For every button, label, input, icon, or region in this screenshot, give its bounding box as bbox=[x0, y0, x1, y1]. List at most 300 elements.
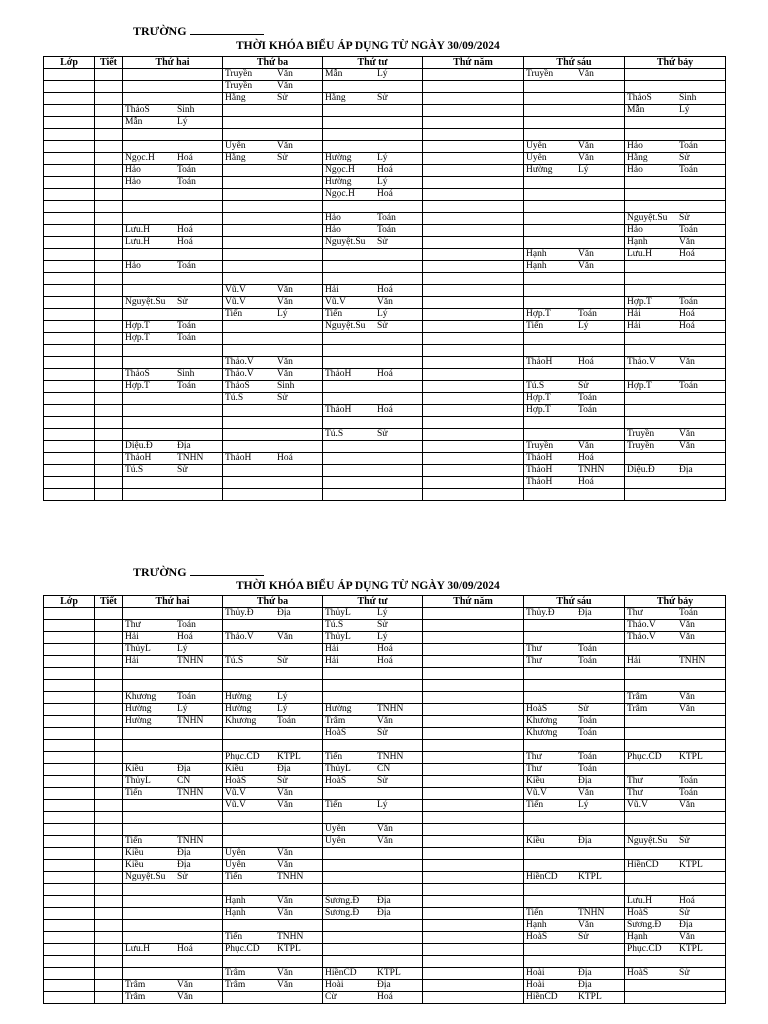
teacher-name: Hường bbox=[325, 177, 352, 187]
lesson-entry bbox=[526, 261, 624, 272]
period-cell bbox=[95, 81, 123, 93]
teacher-name: Tú.S bbox=[225, 656, 244, 666]
teacher-name: Hợp.T bbox=[125, 333, 150, 343]
lesson-cell bbox=[223, 177, 323, 189]
subject-name: Văn bbox=[377, 836, 393, 846]
lesson-cell bbox=[223, 968, 323, 980]
lesson-cell bbox=[423, 692, 524, 704]
header-thursday: Thứ năm bbox=[423, 596, 524, 608]
lesson-cell bbox=[223, 69, 323, 81]
lesson-entry bbox=[627, 465, 725, 476]
teacher-name: Tú.S bbox=[225, 393, 244, 403]
table-row bbox=[44, 668, 726, 680]
teacher-name: Uyên bbox=[325, 824, 346, 834]
teacher-name: Thủy.Đ bbox=[526, 608, 555, 618]
period-cell bbox=[95, 920, 123, 932]
class-cell bbox=[44, 932, 95, 944]
lesson-cell bbox=[323, 896, 423, 908]
lesson-entry bbox=[627, 908, 725, 919]
subject-name: Văn bbox=[679, 704, 695, 714]
lesson-entry bbox=[225, 692, 323, 703]
lesson-entry bbox=[627, 896, 725, 907]
teacher-name: ThảoH bbox=[526, 477, 553, 487]
lesson-entry bbox=[125, 237, 223, 248]
lesson-cell bbox=[223, 405, 323, 417]
school-label: TRƯỜNG bbox=[133, 565, 264, 580]
teacher-name: ThảoH bbox=[526, 465, 553, 475]
teacher-name: Thư bbox=[125, 620, 141, 630]
lesson-entry bbox=[125, 177, 223, 188]
class-cell bbox=[44, 441, 95, 453]
lesson-cell bbox=[423, 860, 524, 872]
subject-name: Sử bbox=[679, 213, 690, 223]
teacher-name: Kiều bbox=[125, 860, 144, 870]
lesson-entry bbox=[627, 932, 725, 943]
lesson-cell bbox=[423, 357, 524, 369]
lesson-cell bbox=[625, 632, 726, 644]
class-cell bbox=[44, 728, 95, 740]
subject-name: Sử bbox=[177, 297, 188, 307]
subject-name: KTPL bbox=[679, 860, 703, 870]
lesson-cell bbox=[423, 716, 524, 728]
teacher-name: Hợp.T bbox=[125, 321, 150, 331]
lesson-cell bbox=[625, 764, 726, 776]
lesson-entry bbox=[325, 968, 423, 979]
lesson-entry bbox=[125, 776, 223, 787]
lesson-cell bbox=[223, 656, 323, 668]
lesson-cell bbox=[625, 788, 726, 800]
class-cell bbox=[44, 836, 95, 848]
lesson-cell bbox=[423, 872, 524, 884]
subject-name: Hoá bbox=[679, 896, 695, 906]
lesson-cell bbox=[223, 417, 323, 429]
period-cell bbox=[95, 908, 123, 920]
subject-name: Văn bbox=[377, 716, 393, 726]
lesson-cell bbox=[123, 812, 223, 824]
lesson-cell bbox=[123, 405, 223, 417]
subject-name: TNHN bbox=[377, 704, 404, 714]
subject-name: Toán bbox=[177, 692, 196, 702]
subject-name: Văn bbox=[277, 285, 293, 295]
subject-name: Văn bbox=[679, 237, 695, 247]
table-row bbox=[44, 980, 726, 992]
lesson-cell bbox=[223, 980, 323, 992]
subject-name: Toán bbox=[578, 309, 597, 319]
lesson-cell bbox=[123, 489, 223, 501]
class-cell bbox=[44, 177, 95, 189]
lesson-cell bbox=[625, 429, 726, 441]
lesson-cell bbox=[323, 489, 423, 501]
lesson-entry bbox=[627, 800, 725, 811]
lesson-entry bbox=[325, 608, 423, 619]
period-cell bbox=[95, 968, 123, 980]
subject-name: Sinh bbox=[679, 93, 697, 103]
teacher-name: Tú.S bbox=[325, 620, 344, 630]
subject-name: KTPL bbox=[277, 944, 301, 954]
period-cell bbox=[95, 944, 123, 956]
lesson-cell bbox=[625, 848, 726, 860]
subject-name: Sử bbox=[679, 153, 690, 163]
lesson-cell bbox=[423, 117, 524, 129]
lesson-cell bbox=[423, 177, 524, 189]
table-row bbox=[44, 453, 726, 465]
lesson-entry bbox=[325, 728, 423, 739]
lesson-entry bbox=[225, 608, 323, 619]
lesson-cell bbox=[223, 297, 323, 309]
lesson-entry bbox=[526, 453, 624, 464]
lesson-cell bbox=[625, 932, 726, 944]
lesson-cell bbox=[123, 141, 223, 153]
teacher-name: Hạnh bbox=[526, 261, 547, 271]
teacher-name: Khương bbox=[125, 692, 157, 702]
lesson-entry bbox=[325, 225, 423, 236]
lesson-cell bbox=[625, 69, 726, 81]
lesson-cell bbox=[323, 932, 423, 944]
lesson-cell bbox=[524, 668, 625, 680]
lesson-cell bbox=[123, 213, 223, 225]
table-row bbox=[44, 429, 726, 441]
table-row bbox=[44, 309, 726, 321]
lesson-cell bbox=[423, 968, 524, 980]
lesson-cell bbox=[323, 213, 423, 225]
lesson-cell bbox=[323, 465, 423, 477]
lesson-cell bbox=[223, 608, 323, 620]
lesson-cell bbox=[625, 177, 726, 189]
lesson-cell bbox=[123, 692, 223, 704]
lesson-cell bbox=[323, 836, 423, 848]
teacher-name: Sương.Đ bbox=[627, 920, 662, 930]
subject-name: Hoá bbox=[578, 453, 594, 463]
period-cell bbox=[95, 249, 123, 261]
lesson-cell bbox=[524, 812, 625, 824]
lesson-cell bbox=[524, 740, 625, 752]
subject-name: Toán bbox=[277, 716, 296, 726]
lesson-cell bbox=[423, 261, 524, 273]
class-cell bbox=[44, 333, 95, 345]
lesson-entry bbox=[225, 860, 323, 871]
subject-name: Địa bbox=[578, 776, 592, 786]
lesson-cell bbox=[524, 884, 625, 896]
teacher-name: Thư bbox=[627, 788, 643, 798]
lesson-cell bbox=[223, 776, 323, 788]
lesson-entry bbox=[325, 285, 423, 296]
period-cell bbox=[95, 453, 123, 465]
lesson-cell bbox=[123, 381, 223, 393]
lesson-cell bbox=[423, 321, 524, 333]
subject-name: Địa bbox=[277, 608, 291, 618]
lesson-cell bbox=[423, 812, 524, 824]
subject-name: Hoá bbox=[377, 189, 393, 199]
lesson-entry bbox=[325, 620, 423, 631]
lesson-entry bbox=[325, 776, 423, 787]
table-row bbox=[44, 656, 726, 668]
teacher-name: Hạnh bbox=[627, 237, 648, 247]
lesson-cell bbox=[323, 632, 423, 644]
table-row bbox=[44, 237, 726, 249]
period-cell bbox=[95, 141, 123, 153]
teacher-name: Hạnh bbox=[225, 896, 246, 906]
teacher-name: Thảo.V bbox=[627, 632, 656, 642]
lesson-cell bbox=[323, 153, 423, 165]
teacher-name: Thảo.V bbox=[627, 620, 656, 630]
lesson-cell bbox=[223, 81, 323, 93]
teacher-name: Tú.S bbox=[125, 465, 144, 475]
teacher-name: Hảo bbox=[125, 165, 141, 175]
lesson-cell bbox=[323, 704, 423, 716]
teacher-name: Thảo.V bbox=[627, 357, 656, 367]
teacher-name: Tiến bbox=[526, 908, 544, 918]
lesson-cell bbox=[323, 716, 423, 728]
table-row bbox=[44, 477, 726, 489]
subject-name: Địa bbox=[679, 465, 693, 475]
teacher-name: Thư bbox=[627, 776, 643, 786]
lesson-cell bbox=[625, 836, 726, 848]
teacher-name: Hải bbox=[325, 656, 339, 666]
lesson-cell bbox=[423, 237, 524, 249]
teacher-name: Thư bbox=[526, 752, 542, 762]
lesson-cell bbox=[323, 297, 423, 309]
subject-name: Sử bbox=[277, 656, 288, 666]
lesson-cell bbox=[123, 297, 223, 309]
class-cell bbox=[44, 405, 95, 417]
lesson-cell bbox=[625, 980, 726, 992]
lesson-cell bbox=[223, 692, 323, 704]
lesson-cell bbox=[524, 728, 625, 740]
lesson-cell bbox=[625, 908, 726, 920]
lesson-cell bbox=[524, 153, 625, 165]
lesson-cell bbox=[223, 644, 323, 656]
header-wednesday: Thứ tư bbox=[323, 57, 423, 69]
lesson-cell bbox=[123, 321, 223, 333]
lesson-cell bbox=[323, 261, 423, 273]
class-cell bbox=[44, 656, 95, 668]
lesson-cell bbox=[524, 405, 625, 417]
lesson-cell bbox=[323, 668, 423, 680]
table-row bbox=[44, 249, 726, 261]
lesson-entry bbox=[125, 992, 223, 1003]
subject-name: Toán bbox=[578, 405, 597, 415]
lesson-entry bbox=[125, 369, 223, 380]
subject-name: Toán bbox=[578, 656, 597, 666]
subject-name: Toán bbox=[679, 297, 698, 307]
lesson-cell bbox=[625, 81, 726, 93]
table-row bbox=[44, 393, 726, 405]
lesson-cell bbox=[123, 417, 223, 429]
period-cell bbox=[95, 812, 123, 824]
lesson-cell bbox=[625, 704, 726, 716]
lesson-cell bbox=[423, 141, 524, 153]
period-cell bbox=[95, 752, 123, 764]
lesson-entry bbox=[125, 153, 223, 164]
subject-name: Lý bbox=[578, 800, 589, 810]
class-cell bbox=[44, 752, 95, 764]
teacher-name: Phục.CD bbox=[225, 752, 260, 762]
class-cell bbox=[44, 980, 95, 992]
lesson-cell bbox=[625, 441, 726, 453]
lesson-cell bbox=[625, 668, 726, 680]
lesson-cell bbox=[323, 956, 423, 968]
teacher-name: HoàS bbox=[526, 704, 548, 714]
table-row bbox=[44, 896, 726, 908]
lesson-cell bbox=[625, 369, 726, 381]
lesson-entry bbox=[526, 764, 624, 775]
lesson-cell bbox=[524, 764, 625, 776]
teacher-name: Sương.Đ bbox=[325, 896, 360, 906]
subject-name: TNHN bbox=[377, 752, 404, 762]
lesson-entry bbox=[627, 381, 725, 392]
table-row bbox=[44, 381, 726, 393]
subject-name: Địa bbox=[578, 836, 592, 846]
teacher-name: HiềnCD bbox=[627, 860, 659, 870]
subject-name: Toán bbox=[177, 333, 196, 343]
period-cell bbox=[95, 405, 123, 417]
lesson-cell bbox=[223, 93, 323, 105]
subject-name: Hoá bbox=[377, 992, 393, 1002]
lesson-entry bbox=[325, 405, 423, 416]
lesson-cell bbox=[625, 141, 726, 153]
subject-name: Sử bbox=[277, 393, 288, 403]
table-row bbox=[44, 956, 726, 968]
lesson-cell bbox=[524, 273, 625, 285]
table-row bbox=[44, 692, 726, 704]
lesson-entry bbox=[225, 932, 323, 943]
lesson-entry bbox=[225, 453, 323, 464]
subject-name: KTPL bbox=[578, 872, 602, 882]
lesson-cell bbox=[524, 369, 625, 381]
table-row bbox=[44, 225, 726, 237]
lesson-cell bbox=[323, 848, 423, 860]
header-saturday: Thứ bảy bbox=[625, 57, 726, 69]
lesson-cell bbox=[423, 333, 524, 345]
teacher-name: Tiến bbox=[325, 800, 343, 810]
table-row bbox=[44, 465, 726, 477]
lesson-cell bbox=[423, 69, 524, 81]
lesson-entry bbox=[125, 225, 223, 236]
teacher-name: Truyền bbox=[526, 441, 554, 451]
table-row bbox=[44, 620, 726, 632]
teacher-name: Hợp.T bbox=[526, 393, 551, 403]
lesson-entry bbox=[125, 764, 223, 775]
lesson-cell bbox=[524, 692, 625, 704]
lesson-cell bbox=[223, 213, 323, 225]
teacher-name: Diệu.Đ bbox=[627, 465, 655, 475]
period-cell bbox=[95, 333, 123, 345]
period-cell bbox=[95, 201, 123, 213]
subject-name: KTPL bbox=[277, 752, 301, 762]
lesson-cell bbox=[524, 393, 625, 405]
subject-name: Văn bbox=[377, 297, 393, 307]
school-label: TRƯỜNG bbox=[133, 24, 264, 39]
lesson-cell bbox=[625, 345, 726, 357]
class-cell bbox=[44, 908, 95, 920]
lesson-entry bbox=[125, 656, 223, 667]
table-row bbox=[44, 812, 726, 824]
period-cell bbox=[95, 992, 123, 1004]
lesson-entry bbox=[125, 297, 223, 308]
lesson-cell bbox=[423, 920, 524, 932]
teacher-name: Thảo.V bbox=[225, 632, 254, 642]
lesson-entry bbox=[627, 321, 725, 332]
subject-name: TNHN bbox=[177, 453, 204, 463]
period-cell bbox=[95, 345, 123, 357]
lesson-cell bbox=[524, 788, 625, 800]
lesson-entry bbox=[627, 860, 725, 871]
lesson-cell bbox=[524, 980, 625, 992]
teacher-name: Thảo.V bbox=[225, 357, 254, 367]
lesson-cell bbox=[625, 309, 726, 321]
lesson-entry bbox=[325, 980, 423, 991]
teacher-name: Kiều bbox=[526, 836, 545, 846]
table-row bbox=[44, 776, 726, 788]
subject-name: Địa bbox=[277, 764, 291, 774]
lesson-entry bbox=[627, 93, 725, 104]
subject-name: Toán bbox=[679, 788, 698, 798]
table-row bbox=[44, 285, 726, 297]
lesson-entry bbox=[526, 728, 624, 739]
class-cell bbox=[44, 776, 95, 788]
lesson-cell bbox=[123, 237, 223, 249]
lesson-cell bbox=[524, 608, 625, 620]
period-cell bbox=[95, 273, 123, 285]
lesson-cell bbox=[223, 129, 323, 141]
lesson-cell bbox=[223, 285, 323, 297]
lesson-cell bbox=[123, 992, 223, 1004]
header-class: Lớp bbox=[44, 57, 95, 69]
teacher-name: Truyền bbox=[627, 441, 655, 451]
subject-name: Lý bbox=[377, 177, 388, 187]
subject-name: KTPL bbox=[578, 992, 602, 1002]
lesson-cell bbox=[423, 800, 524, 812]
lesson-entry bbox=[325, 213, 423, 224]
lesson-cell bbox=[423, 932, 524, 944]
table-row bbox=[44, 117, 726, 129]
lesson-entry bbox=[325, 165, 423, 176]
lesson-entry bbox=[627, 297, 725, 308]
subject-name: Văn bbox=[277, 908, 293, 918]
teacher-name: Khương bbox=[526, 728, 558, 738]
lesson-cell bbox=[323, 69, 423, 81]
table-row bbox=[44, 165, 726, 177]
lesson-entry bbox=[225, 153, 323, 164]
lesson-cell bbox=[323, 381, 423, 393]
lesson-entry bbox=[526, 608, 624, 619]
teacher-name: Lưu.H bbox=[125, 944, 150, 954]
teacher-name: Truyền bbox=[526, 69, 554, 79]
lesson-entry bbox=[125, 165, 223, 176]
class-cell bbox=[44, 429, 95, 441]
lesson-entry bbox=[325, 429, 423, 440]
lesson-cell bbox=[625, 333, 726, 345]
lesson-cell bbox=[524, 920, 625, 932]
lesson-cell bbox=[323, 860, 423, 872]
lesson-cell bbox=[323, 824, 423, 836]
table-row bbox=[44, 69, 726, 81]
class-cell bbox=[44, 357, 95, 369]
lesson-cell bbox=[223, 201, 323, 213]
lesson-entry bbox=[526, 405, 624, 416]
lesson-cell bbox=[423, 980, 524, 992]
period-cell bbox=[95, 441, 123, 453]
lesson-cell bbox=[223, 381, 323, 393]
lesson-entry bbox=[225, 872, 323, 883]
lesson-cell bbox=[123, 776, 223, 788]
lesson-cell bbox=[323, 357, 423, 369]
header-friday: Thứ sáu bbox=[524, 596, 625, 608]
table-row bbox=[44, 740, 726, 752]
class-cell bbox=[44, 273, 95, 285]
lesson-cell bbox=[625, 321, 726, 333]
teacher-name: Trâm bbox=[627, 692, 648, 702]
